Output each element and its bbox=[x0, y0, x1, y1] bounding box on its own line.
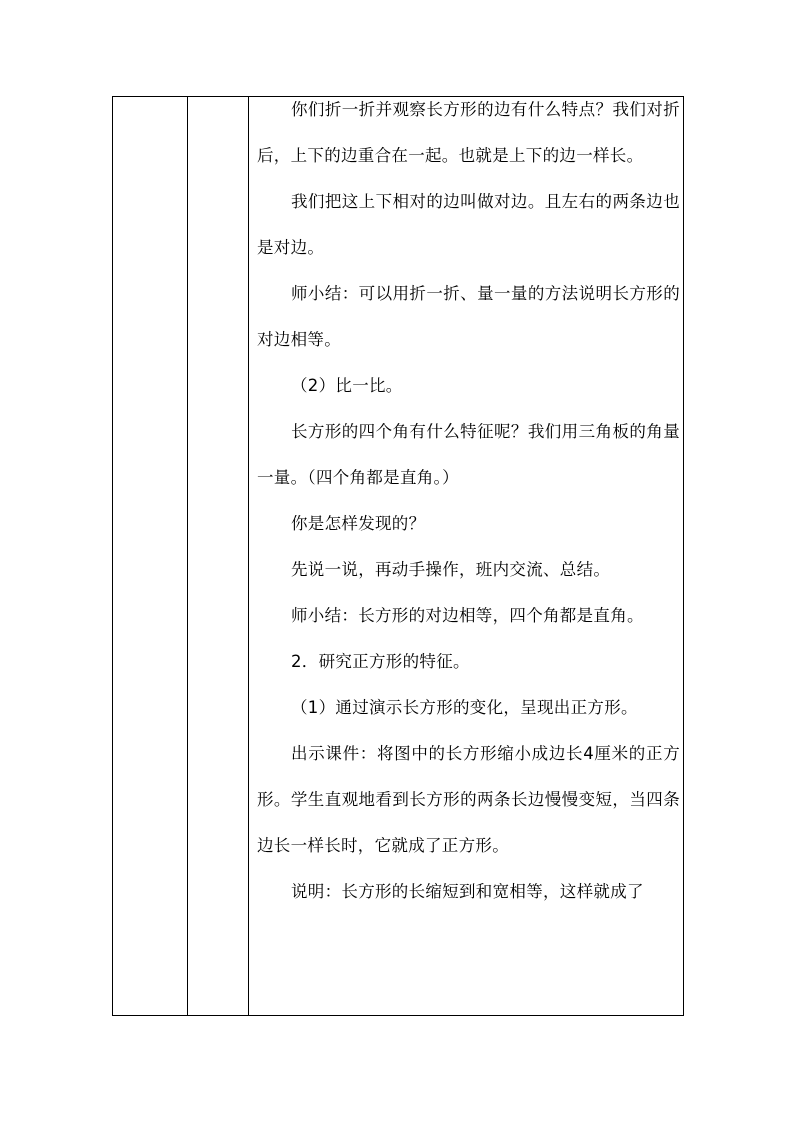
paragraph: 长方形的四个角有什么特征呢？我们用三角板的角量一量。（四个角都是直角。） bbox=[257, 422, 680, 487]
paragraph: （1）通过演示长方形的变化，呈现出正方形。 bbox=[291, 698, 638, 717]
paragraph: 你是怎样发现的？ bbox=[291, 514, 426, 533]
paragraph: 师小结：长方形的对边相等，四个角都是直角。 bbox=[291, 606, 644, 625]
paragraph: 师小结：可以用折一折、量一量的方法说明长方形的对边相等。 bbox=[257, 284, 680, 349]
paragraph: 你们折一折并观察长方形的边有什么特点？我们对折后，上下的边重合在一起。也就是上下的边一样长。 bbox=[257, 100, 680, 165]
lesson-table bbox=[112, 96, 684, 1016]
paragraph: 出示课件：将图中的长方形缩小成边长4厘米的正方形。学生直观地看到长方形的两条长边慢慢变短，当四条边长一样长时，它就成了正方形。 bbox=[257, 744, 680, 855]
paragraph: 先说一说，再动手操作，班内交流、总结。 bbox=[291, 560, 611, 579]
paragraph: 说明：长方形的长缩短到和宽相等，这样就成了 bbox=[291, 882, 644, 901]
paragraph: （2）比一比。 bbox=[291, 376, 403, 395]
paragraph: 我们把这上下相对的边叫做对边。且左右的两条边也是对边。 bbox=[257, 192, 680, 257]
empty-cell-left bbox=[113, 97, 188, 1016]
empty-cell-middle bbox=[188, 97, 249, 1016]
table-row bbox=[113, 97, 684, 1016]
content-cell bbox=[249, 97, 684, 1016]
paragraph: 2．研究正方形的特征。 bbox=[291, 652, 470, 671]
